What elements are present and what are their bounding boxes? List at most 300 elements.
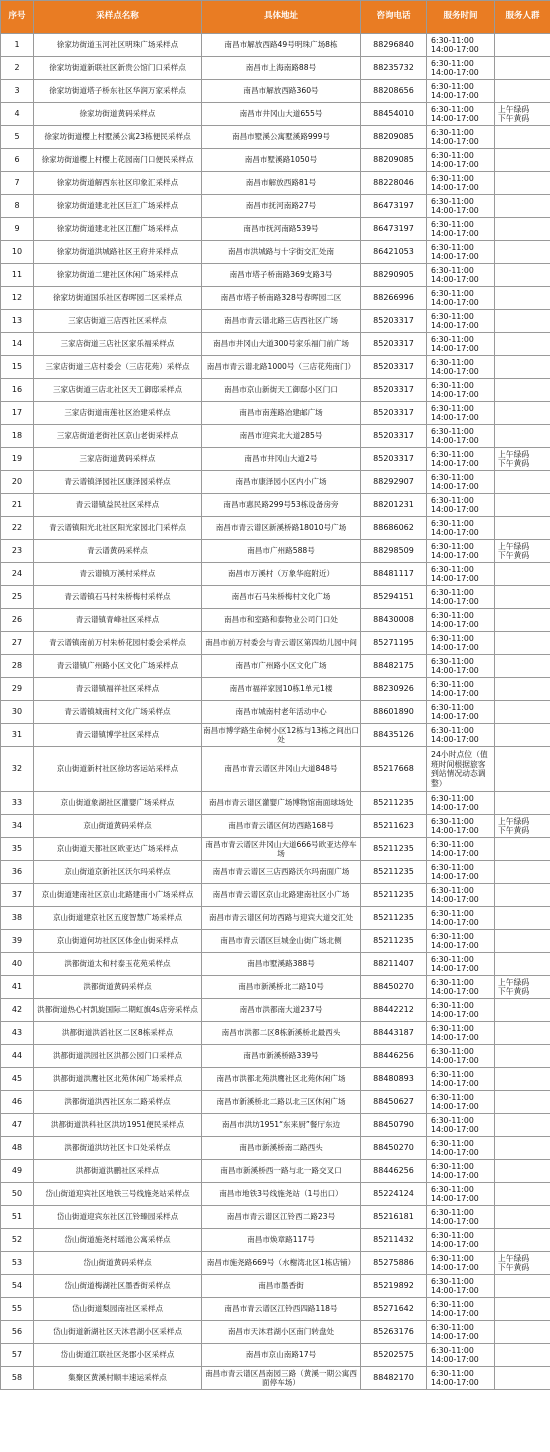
service-hours [427,701,495,724]
site-name: 京山街道建京社区五度智慧广场采样点 [34,907,202,930]
site-phone: 88443187 [361,1022,427,1045]
site-address: 南昌市青云谱区江铃西二路23号 [202,1206,361,1229]
service-crowd [495,264,550,287]
table-header-row [1,1,550,34]
service-crowd [495,494,550,517]
service-hours-line: 14:00-17:00 [431,895,479,904]
site-address: 南昌市前万村委会与青云谱区第四幼儿园中间 [202,632,361,655]
site-name: 京山街道建南社区京山北路建南小广场采样点 [34,884,202,907]
service-hours-line: 14:00-17:00 [431,390,479,399]
service-hours [427,471,495,494]
site-phone: 88450270 [361,976,427,999]
site-phone: 88442212 [361,999,427,1022]
site-phone: 85271195 [361,632,427,655]
service-hours-line: 14:00-17:00 [431,367,479,376]
service-hours-line: 14:00-17:00 [431,551,479,560]
site-phone: 85294151 [361,586,427,609]
site-address: 南昌市青云谱区昌南园三路（黄溪一期公寓西面停车场） [202,1367,361,1390]
service-hours-line: 14:00-17:00 [431,941,479,950]
service-hours-line: 14:00-17:00 [431,252,479,261]
service-hours [427,586,495,609]
table-row [1,930,550,953]
row-number: 42 [1,999,34,1022]
service-hours [427,999,495,1022]
site-phone: 85211235 [361,838,427,861]
service-hours-line: 14:00-17:00 [431,1102,479,1111]
site-address: 南昌市京山新街天工御邸小区门口 [202,379,361,402]
table-row [1,632,550,655]
site-address: 南昌市洪坊1951“东来厨”餐厅东边 [202,1114,361,1137]
site-phone: 88446256 [361,1045,427,1068]
row-number: 54 [1,1275,34,1298]
site-phone: 85203317 [361,310,427,333]
site-name: 三家店街道老街社区京山老街采样点 [34,425,202,448]
site-phone: 88298509 [361,540,427,563]
service-hours [427,953,495,976]
row-number: 17 [1,402,34,425]
service-hours-line: 6:30-11:00 [431,242,474,252]
service-hours-line: 14:00-17:00 [431,321,479,330]
service-hours-line: 6:30-11:00 [431,862,474,872]
service-hours-line: 14:00-17:00 [431,298,479,307]
service-hours-line: 14:00-17:00 [431,68,479,77]
service-hours-line: 14:00-17:00 [431,45,479,54]
service-hours [427,264,495,287]
service-hours [427,1344,495,1367]
site-name: 洪都街道洪鹰社区北苑休闲广场采样点 [34,1068,202,1091]
service-crowd [495,103,550,126]
row-number: 8 [1,195,34,218]
service-hours [427,1068,495,1091]
site-name: 徐家坊街道建北社区江酣广场采样点 [34,218,202,241]
row-number: 57 [1,1344,34,1367]
row-number: 45 [1,1068,34,1091]
service-hours [427,724,495,747]
table-row [1,1160,550,1183]
table-row [1,815,550,838]
site-phone: 88601890 [361,701,427,724]
site-address: 南昌市洪城路与十字街交汇处南 [202,241,361,264]
site-name: 岱山街道江联社区尧郡小区采样点 [34,1344,202,1367]
service-crowd-line: 下午黄码 [498,459,530,468]
site-name: 京山街道黄码采样点 [34,815,202,838]
site-name: 三家店街道三店村委会（三店花苑）采样点 [34,356,202,379]
table-row [1,1229,550,1252]
site-name: 徐家坊街道国乐社区春晖园二区采样点 [34,287,202,310]
site-address: 南昌市焕章路117号 [202,1229,361,1252]
site-name: 三家店街道黄码采样点 [34,448,202,471]
service-hours-line: 14:00-17:00 [431,1148,479,1157]
table-row [1,976,550,999]
service-hours-line: 6:30-11:00 [431,1253,474,1263]
row-number: 41 [1,976,34,999]
service-hours [427,563,495,586]
row-number: 58 [1,1367,34,1390]
service-hours [427,448,495,471]
service-hours-line: 14:00-17:00 [431,1378,479,1387]
site-phone: 88454010 [361,103,427,126]
table-row [1,1298,550,1321]
table-row [1,402,550,425]
service-hours-line: 14:00-17:00 [431,1194,479,1203]
service-crowd [495,678,550,701]
service-crowd [495,471,550,494]
site-phone: 85211623 [361,815,427,838]
row-number: 31 [1,724,34,747]
header-no: 序号 [1,1,34,34]
row-number: 37 [1,884,34,907]
service-crowd [495,1068,550,1091]
site-name: 徐家坊街道洪城路社区王府井采样点 [34,241,202,264]
site-name: 徐家坊街道黄码采样点 [34,103,202,126]
site-phone: 85211235 [361,907,427,930]
table-row [1,724,550,747]
table-row [1,953,550,976]
service-crowd [495,563,550,586]
service-hours [427,609,495,632]
service-crowd-line: 上午绿码 [498,977,530,987]
service-hours-line: 14:00-17:00 [431,964,479,973]
site-address: 南昌市地铁3号线施尧站（1号出口） [202,1183,361,1206]
service-hours [427,1275,495,1298]
site-phone: 88430008 [361,609,427,632]
table-row [1,1114,550,1137]
service-hours-line: 6:30-11:00 [431,1092,474,1102]
service-crowd-line: 下午黄码 [498,551,530,560]
service-hours-line: 14:00-17:00 [431,459,479,468]
row-number: 48 [1,1137,34,1160]
site-name: 洪都街道洪滔社区二区8栋采样点 [34,1022,202,1045]
service-hours-line: 14:00-17:00 [431,1240,479,1249]
service-crowd [495,126,550,149]
site-name: 京山街道天都社区欧亚达广场采样点 [34,838,202,861]
site-phone: 85211235 [361,792,427,815]
table-row [1,701,550,724]
service-hours-line: 14:00-17:00 [431,643,479,652]
service-hours-line: 6:30-11:00 [431,1161,474,1171]
table-row [1,563,550,586]
table-row [1,310,550,333]
service-hours-line: 6:30-11:00 [431,931,474,941]
site-name: 岱山街道新湖社区天沐君湖小区采样点 [34,1321,202,1344]
site-address: 南昌市城南村老年活动中心 [202,701,361,724]
service-hours-line: 14:00-17:00 [431,1171,479,1180]
service-crowd [495,218,550,241]
site-address: 南昌市青云谱区灌婴广场博物馆南面球场处 [202,792,361,815]
row-number: 53 [1,1252,34,1275]
site-name: 京山街道京新社区沃尔玛采样点 [34,861,202,884]
service-hours-line: 6:30-11:00 [431,472,474,482]
service-hours-line: 14:00-17:00 [431,1355,479,1364]
service-hours [427,287,495,310]
service-hours-line: 6:30-11:00 [431,495,474,505]
table-row [1,1068,550,1091]
table-row [1,34,550,57]
service-crowd [495,953,550,976]
header-service-hours: 服务时间 [427,1,495,34]
row-number: 9 [1,218,34,241]
site-address: 南昌市万溪村（万象华庭附近） [202,563,361,586]
site-phone: 88230926 [361,678,427,701]
site-name: 岱山街道梅湖社区墨香街采样点 [34,1275,202,1298]
service-hours [427,1206,495,1229]
service-hours-line: 6:30-11:00 [431,656,474,666]
table-row [1,264,550,287]
service-hours-line: 14:00-17:00 [431,413,479,422]
table-row [1,1206,550,1229]
service-hours-line: 14:00-17:00 [431,666,479,675]
site-address: 南昌市洪都北苑洪鹰社区北苑休闲广场 [202,1068,361,1091]
service-hours-line: 14:00-17:00 [431,597,479,606]
site-phone: 88208656 [361,80,427,103]
service-hours-line: 6:30-11:00 [431,885,474,895]
site-name: 徐家坊街道塔子桥东社区华润万家采样点 [34,80,202,103]
service-hours-line: 6:30-11:00 [431,1368,474,1378]
table-row [1,103,550,126]
service-hours-line: 6:30-11:00 [431,954,474,964]
site-address: 南昌市青云谱区三店西路沃尔玛南面广场 [202,861,361,884]
service-hours-line: 6:30-11:00 [431,311,474,321]
service-hours [427,838,495,861]
service-hours-line: 6:30-11:00 [431,541,474,551]
site-name: 青云谱镇广州路小区文化广场采样点 [34,655,202,678]
site-name: 徐家坊街道玉河社区明珠广场采样点 [34,34,202,57]
site-phone: 88450790 [361,1114,427,1137]
service-hours-line: 6:30-11:00 [431,426,474,436]
site-name: 岱山街道梨园南社区采样点 [34,1298,202,1321]
service-hours-line: 14:00-17:00 [431,735,479,744]
service-hours-line: 6:30-11:00 [431,702,474,712]
row-number: 56 [1,1321,34,1344]
service-crowd [495,57,550,80]
service-hours-line: 6:30-11:00 [431,1207,474,1217]
site-phone: 85203317 [361,379,427,402]
service-crowd [495,287,550,310]
row-number: 51 [1,1206,34,1229]
site-name: 青云谱镇城南村文化广场采样点 [34,701,202,724]
row-number: 21 [1,494,34,517]
table-row [1,471,550,494]
service-hours-line: 6:30-11:00 [431,633,474,643]
site-address: 南昌市井冈山大道655号 [202,103,361,126]
service-hours-line: 14:00-17:00 [431,1079,479,1088]
service-hours-line: 6:30-11:00 [431,725,474,735]
service-hours [427,884,495,907]
site-phone: 85224124 [361,1183,427,1206]
site-name: 洪都街道太和村泰玉花苑采样点 [34,953,202,976]
service-hours-line: 14:00-17:00 [431,137,479,146]
table-row [1,494,550,517]
table-row [1,287,550,310]
service-hours [427,815,495,838]
site-phone: 85211235 [361,884,427,907]
site-address: 南昌市天沐君湖小区南门转盘处 [202,1321,361,1344]
service-crowd [495,356,550,379]
service-hours-line: 6:30-11:00 [431,58,474,68]
row-number: 55 [1,1298,34,1321]
service-hours-line: 6:30-11:00 [431,1069,474,1079]
service-crowd [495,540,550,563]
service-hours-line: 6:30-11:00 [431,610,474,620]
service-hours [427,1091,495,1114]
service-hours-line: 14:00-17:00 [431,1263,479,1272]
site-phone: 85203317 [361,402,427,425]
service-crowd [495,1022,550,1045]
table-row [1,678,550,701]
service-crowd [495,517,550,540]
service-hours-line: 6:30-11:00 [431,196,474,206]
table-row [1,379,550,402]
header-phone: 咨询电话 [361,1,427,34]
row-number: 11 [1,264,34,287]
service-hours [427,1321,495,1344]
site-phone: 85217668 [361,747,427,792]
service-hours-line: 14:00-17:00 [431,528,479,537]
service-hours [427,310,495,333]
service-crowd [495,149,550,172]
service-crowd [495,815,550,838]
site-phone: 85203317 [361,448,427,471]
service-hours [427,792,495,815]
service-crowd [495,310,550,333]
service-crowd-line: 下午黄码 [498,1263,530,1272]
site-address: 南昌市墅溪路388号 [202,953,361,976]
service-hours-line: 14:00-17:00 [431,114,479,123]
service-crowd [495,838,550,861]
site-address: 南昌市墅溪路1050号 [202,149,361,172]
site-address: 南昌市青云谱区新溪桥路18010号广场 [202,517,361,540]
site-address: 南昌市京山南路17号 [202,1344,361,1367]
service-hours-line: 6:30-11:00 [431,104,474,114]
service-hours [427,540,495,563]
site-name: 洪都街道洪鹏社区采样点 [34,1160,202,1183]
service-crowd [495,1252,550,1275]
service-hours [427,333,495,356]
site-phone: 88446256 [361,1160,427,1183]
service-crowd [495,609,550,632]
service-hours-line: 6:30-11:00 [431,587,474,597]
table-row [1,1137,550,1160]
service-crowd [495,34,550,57]
table-row [1,1344,550,1367]
table-row [1,1321,550,1344]
table-row [1,792,550,815]
table-row [1,1252,550,1275]
service-crowd [495,907,550,930]
site-phone: 88296840 [361,34,427,57]
site-address: 南昌市洪都南大道237号 [202,999,361,1022]
service-crowd-line: 下午黄码 [498,114,530,123]
table-row [1,218,550,241]
site-address: 南昌市青云谱区江铃西四路118号 [202,1298,361,1321]
service-hours-line: 14:00-17:00 [431,482,479,491]
service-hours-line: 14:00-17:00 [431,160,479,169]
service-crowd [495,1229,550,1252]
table-row [1,1091,550,1114]
site-name: 洪都街道洪科社区洪坊1951便民采样点 [34,1114,202,1137]
row-number: 33 [1,792,34,815]
service-hours-line: 14:00-17:00 [431,689,479,698]
site-phone: 88450270 [361,1137,427,1160]
service-hours: 24小时点位（值班时间根据旅客到站情况动态调整） [427,747,495,792]
service-hours-line: 6:30-11:00 [431,1230,474,1240]
service-crowd [495,1183,550,1206]
row-number: 10 [1,241,34,264]
site-address: 南昌市塔子桥南路328号春晖园二区 [202,287,361,310]
site-phone: 88201231 [361,494,427,517]
service-hours-line: 6:30-11:00 [431,334,474,344]
service-crowd-line: 下午黄码 [498,987,530,996]
site-phone: 85219892 [361,1275,427,1298]
service-crowd [495,701,550,724]
table-row [1,999,550,1022]
site-phone: 88209085 [361,126,427,149]
row-number: 13 [1,310,34,333]
row-number: 19 [1,448,34,471]
site-name: 洪都街道黄码采样点 [34,976,202,999]
service-hours-line: 14:00-17:00 [431,1125,479,1134]
service-hours-line: 6:30-11:00 [431,977,474,987]
service-hours-line: 14:00-17:00 [431,505,479,514]
table-row [1,448,550,471]
site-phone: 86421053 [361,241,427,264]
site-name: 徐家坊街道建北社区巨汇广场采样点 [34,195,202,218]
site-phone: 88209085 [361,149,427,172]
row-number: 29 [1,678,34,701]
site-address: 南昌市施尧路669号（水榭湾北区1栋店铺） [202,1252,361,1275]
table-row [1,1367,550,1390]
header-service-crowd: 服务人群 [495,1,550,34]
site-address: 南昌市新溪桥北二路以北三区休闲广场 [202,1091,361,1114]
row-number: 49 [1,1160,34,1183]
site-phone: 85271642 [361,1298,427,1321]
site-phone: 88482170 [361,1367,427,1390]
service-crowd-line: 上午绿码 [498,449,530,459]
table-row [1,333,550,356]
row-number: 44 [1,1045,34,1068]
service-hours-line: 6:30-11:00 [431,1322,474,1332]
site-phone: 86473197 [361,218,427,241]
service-hours-line: 14:00-17:00 [431,1332,479,1341]
service-crowd [495,655,550,678]
site-address: 南昌市青云谱区井冈山大道848号 [202,747,361,792]
site-name: 京山街道象湖社区灌婴广场采样点 [34,792,202,815]
service-hours [427,1367,495,1390]
row-number: 14 [1,333,34,356]
site-name: 青云谱镇青峰社区采样点 [34,609,202,632]
row-number: 23 [1,540,34,563]
site-name: 青云谱镇泽园社区康泽园采样点 [34,471,202,494]
site-phone: 88450627 [361,1091,427,1114]
service-hours-line: 6:30-11:00 [431,1115,474,1125]
site-name: 岱山街道迎宾社区地铁三号线施尧站采样点 [34,1183,202,1206]
row-number: 35 [1,838,34,861]
service-crowd [495,1298,550,1321]
service-crowd [495,724,550,747]
service-hours-line: 6:30-11:00 [431,288,474,298]
table-row [1,747,550,792]
service-hours-line: 14:00-17:00 [431,275,479,284]
service-crowd [495,333,550,356]
service-hours-line: 14:00-17:00 [431,918,479,927]
table-body [1,34,550,1390]
site-name: 青云谱镇福祥社区采样点 [34,678,202,701]
service-hours-line: 14:00-17:00 [431,183,479,192]
service-hours-line: 6:30-11:00 [431,518,474,528]
service-crowd [495,1367,550,1390]
row-number: 22 [1,517,34,540]
service-hours-line: 6:30-11:00 [431,1023,474,1033]
